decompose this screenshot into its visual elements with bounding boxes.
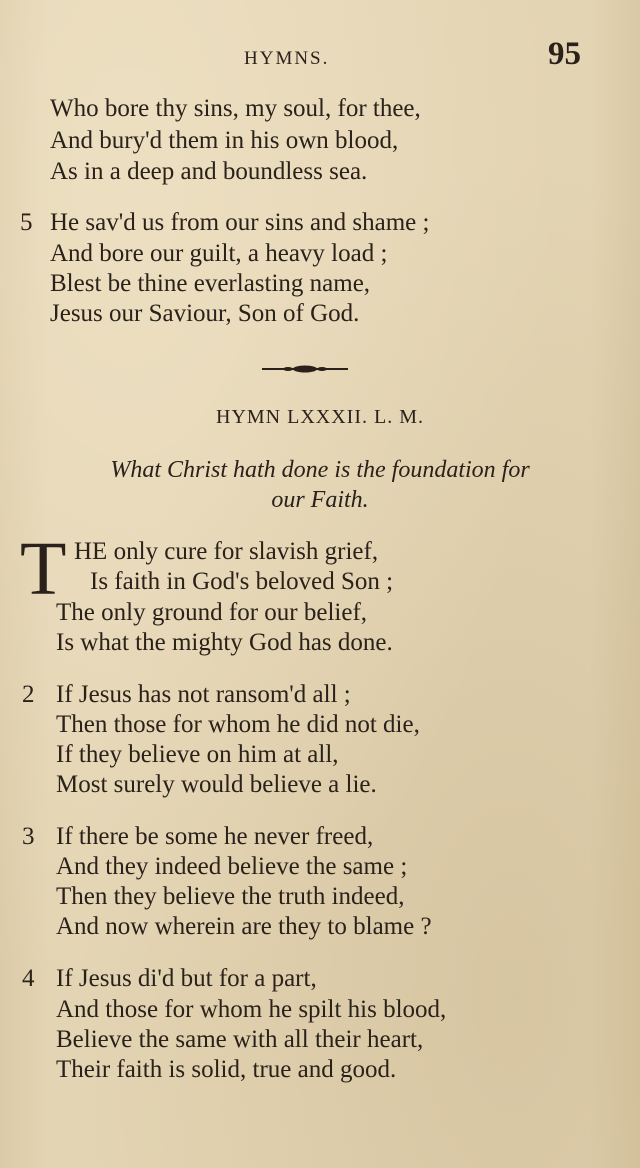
stanza-number: 3 bbox=[22, 823, 35, 850]
verse-line: Jesus our Saviour, Son of God. bbox=[50, 300, 360, 327]
verse-line: Is what the mighty God has done. bbox=[56, 629, 393, 656]
hymn-subtitle-line: What Christ hath done is the foundation for bbox=[110, 457, 530, 483]
verse-line: And those for whom he spilt his blood, bbox=[56, 996, 447, 1023]
verse-line: Blest be thine everlasting name, bbox=[50, 270, 371, 297]
verse-line: As in a deep and boundless sea. bbox=[50, 158, 368, 185]
stanza-number: 4 bbox=[22, 965, 35, 992]
verse-line: Who bore thy sins, my soul, for thee, bbox=[50, 95, 421, 122]
verse-line: The only ground for our belief, bbox=[56, 599, 368, 626]
running-head: HYMNS. bbox=[244, 48, 330, 69]
verse-line: Is faith in God's beloved Son ; bbox=[90, 568, 394, 595]
hymn-title: HYMN LXXXII. L. M. bbox=[216, 406, 424, 428]
verse-line: If Jesus has not ransom'd all ; bbox=[56, 681, 351, 708]
verse-line: If Jesus di'd but for a part, bbox=[56, 965, 317, 992]
verse-line: And bury'd them in his own blood, bbox=[50, 127, 399, 154]
verse-line: HE only cure for slavish grief, bbox=[74, 538, 379, 565]
drop-cap: T bbox=[20, 527, 67, 611]
ornamental-divider bbox=[262, 364, 348, 374]
verse-line: If there be some he never freed, bbox=[56, 823, 374, 850]
page-number: 95 bbox=[548, 36, 581, 72]
stanza-number: 5 bbox=[20, 209, 33, 236]
verse-line: And they indeed believe the same ; bbox=[56, 853, 408, 880]
verse-line: Then those for whom he did not die, bbox=[56, 711, 420, 738]
verse-line: Their faith is solid, true and good. bbox=[56, 1056, 397, 1083]
verse-line: And bore our guilt, a heavy load ; bbox=[50, 240, 388, 267]
verse-line: Believe the same with all their heart, bbox=[56, 1026, 424, 1053]
verse-line: If they believe on him at all, bbox=[56, 741, 339, 768]
hymn-subtitle-line: our Faith. bbox=[271, 487, 369, 513]
stanza-number: 2 bbox=[22, 681, 35, 708]
verse-line: And now wherein are they to blame ? bbox=[56, 913, 432, 940]
verse-line: Then they believe the truth indeed, bbox=[56, 883, 405, 910]
verse-line: He sav'd us from our sins and shame ; bbox=[50, 209, 430, 236]
verse-line: Most surely would believe a lie. bbox=[56, 771, 377, 798]
